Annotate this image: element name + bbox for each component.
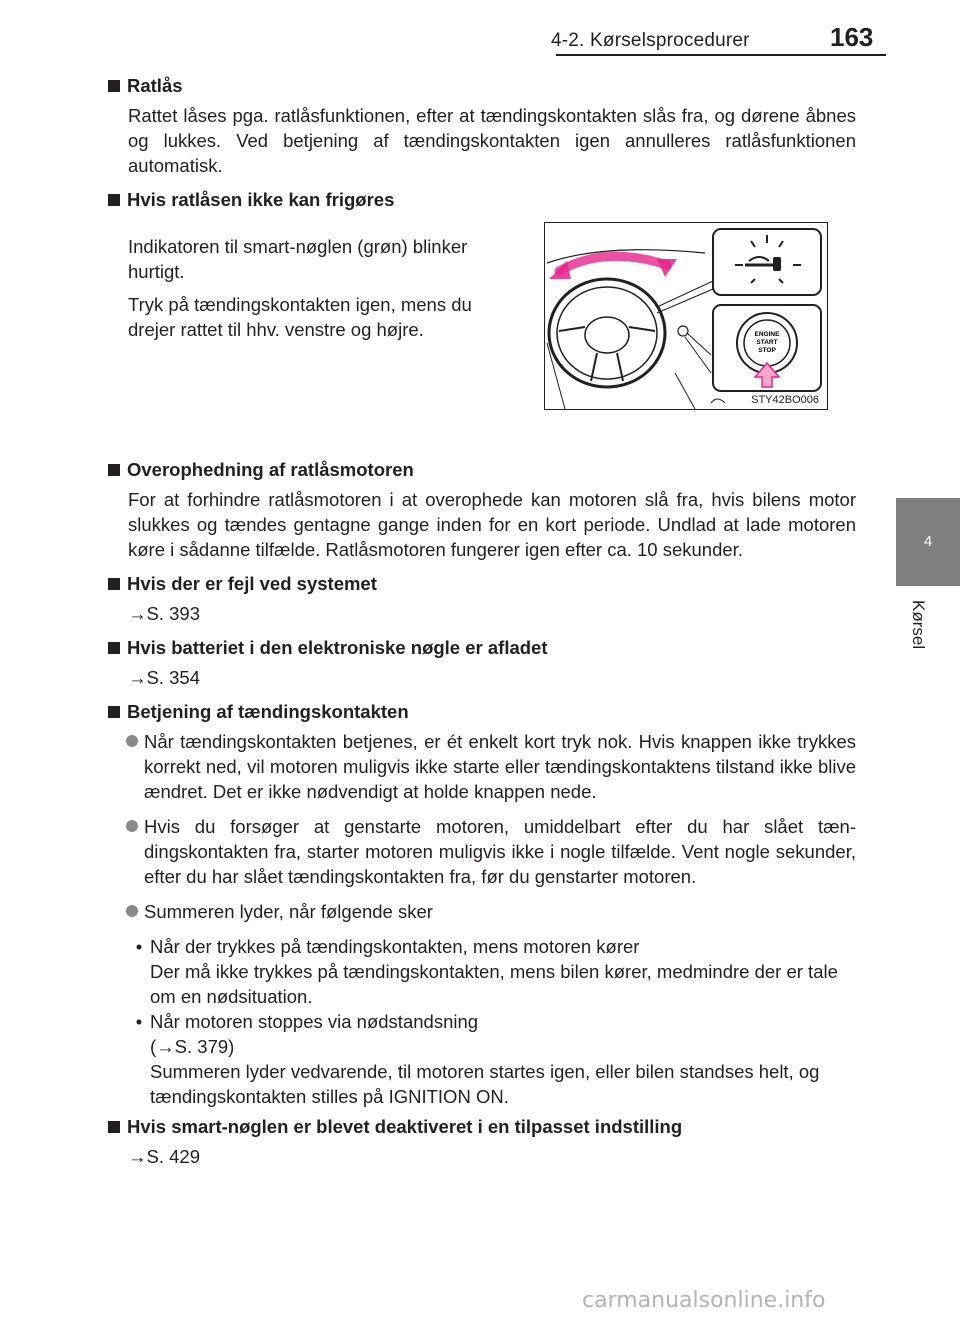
list-item <box>128 899 856 924</box>
section-heading-frigoeres <box>108 188 856 212</box>
paragraph-press: Tryk på tændingskontakten igen, mens du drejer rattet til hhv. venstre og højre. <box>128 294 472 340</box>
heading-text: Hvis ratlåsen ikke kan frigøres <box>127 189 395 210</box>
square-bullet-icon <box>108 194 120 206</box>
sub-item-text: Når der trykkes på tændingskontakten, mens motoren kører <box>150 936 640 957</box>
circle-bullet-icon <box>126 905 138 917</box>
steering-wheel-illustration <box>544 222 828 410</box>
square-bullet-icon <box>108 706 120 718</box>
header-rule <box>556 54 886 56</box>
heading-text: Hvis der er fejl ved systemet <box>127 573 377 594</box>
square-bullet-icon <box>108 80 120 92</box>
list-item <box>128 814 856 889</box>
square-bullet-icon <box>108 464 120 476</box>
dot-bullet-icon: • <box>135 1011 143 1032</box>
header-section-title: 4-2. Kørselsprocedurer <box>551 30 750 51</box>
stop-label: STOP <box>758 347 776 354</box>
heading-text: Hvis smart-nøglen er blevet deaktiveret i en tilpasset indstilling <box>127 1116 683 1137</box>
paragraph-overophedning: For at forhindre ratlåsmotoren i at overophede kan motoren slå fra, hvis bilens motor slukkes og tændes gentagne gange inden for en kort periode. Undlad at lade motoren køre i sådanne tilfælde. Ratlåsmotoren fungerer igen efter ca. 10 sekunder. <box>128 489 856 560</box>
footer-watermark: carmanualsonline.info <box>582 1288 826 1313</box>
engine-label: ENGINE <box>754 331 780 338</box>
page-reference-link[interactable]: →S. 429 <box>128 1146 200 1167</box>
paragraph-ratlaas: Rattet låses pga. ratlåsfunktionen, efter at tændingskontakten slås fra, og dørene åbnes og lukkes. Ved betjening af tændingskontakten igen annulleres ratlåsfunktionen automatisk. <box>128 105 856 176</box>
chapter-label <box>900 590 940 660</box>
chapter-tab[interactable] <box>896 498 960 586</box>
sub-list <box>128 934 856 1109</box>
heading-text: Ratlås <box>127 75 183 96</box>
heading-text: Betjening af tændingskontakten <box>127 701 409 722</box>
page-reference-link[interactable]: (→S. 379) <box>150 1036 235 1057</box>
heading-text: Overophedning af ratlåsmotoren <box>127 459 414 480</box>
section-heading-fejl <box>108 572 856 596</box>
chapter-number: 4 <box>923 533 933 550</box>
section-heading-batteri <box>108 636 856 660</box>
section-heading-deaktiveret <box>108 1115 856 1139</box>
section-heading-ratlaas <box>108 74 856 98</box>
square-bullet-icon <box>108 642 120 654</box>
sub-list-item <box>128 1009 856 1109</box>
section-heading-betjening <box>108 700 856 724</box>
figure-text <box>128 234 523 350</box>
list-item-text: Hvis du forsøger at genstarte motoren, umiddelbart efter du har slået tæn-dingskontakten fra, starter motoren muligvis ikke i nogle tilfælde. Vent nogle sekunder, efter du har slået tændingskontakten fra, før du genstarter motoren. <box>144 816 856 887</box>
page-reference-link[interactable]: →S. 393 <box>128 603 200 624</box>
chapter-label-text: Kørsel <box>909 600 928 650</box>
square-bullet-icon <box>108 1121 120 1133</box>
heading-text: Hvis batteriet i den elektroniske nøgle er afladet <box>127 637 548 658</box>
section-heading-overophedning <box>108 458 856 482</box>
circle-bullet-icon <box>126 735 138 747</box>
sub-list-item <box>128 934 856 1009</box>
dot-bullet-icon: • <box>135 936 143 957</box>
paragraph-indicator: Indikatoren til smart-nøglen (grøn) blinker hurtigt. <box>128 236 468 282</box>
sub-item-text: Når motoren stoppes via nødstandsning <box>150 1011 479 1032</box>
sub-item-note: Summeren lyder vedvarende, til motoren startes igen, eller bilen standses helt, og tændingskontakten stilles på IGNITION ON. <box>150 1061 820 1107</box>
page-reference-link[interactable]: →S. 354 <box>128 667 200 688</box>
circle-bullet-icon <box>126 820 138 832</box>
list-item <box>128 729 856 804</box>
list-item-text: Når tændingskontakten betjenes, er ét enkelt kort tryk nok. Hvis knappen ikke trykkes korrekt ned, vil motoren muligvis ikke starte eller tændingskontaktens tilstand ikke blive ændret. Det er ikke nødvendigt at holde knappen nede. <box>144 731 856 802</box>
list-item-text: Summeren lyder, når følgende sker <box>144 901 433 922</box>
start-label: START <box>756 339 778 346</box>
steering-wheel-drawing <box>545 223 827 409</box>
square-bullet-icon <box>108 578 120 590</box>
page-number: 163 <box>830 22 874 52</box>
sub-item-note: Der må ikke trykkes på tændingskontakten, mens bilen kører, medmindre der er tale om en nødsituation. <box>150 961 838 1007</box>
figure-code: STY42BO006 <box>751 394 819 406</box>
